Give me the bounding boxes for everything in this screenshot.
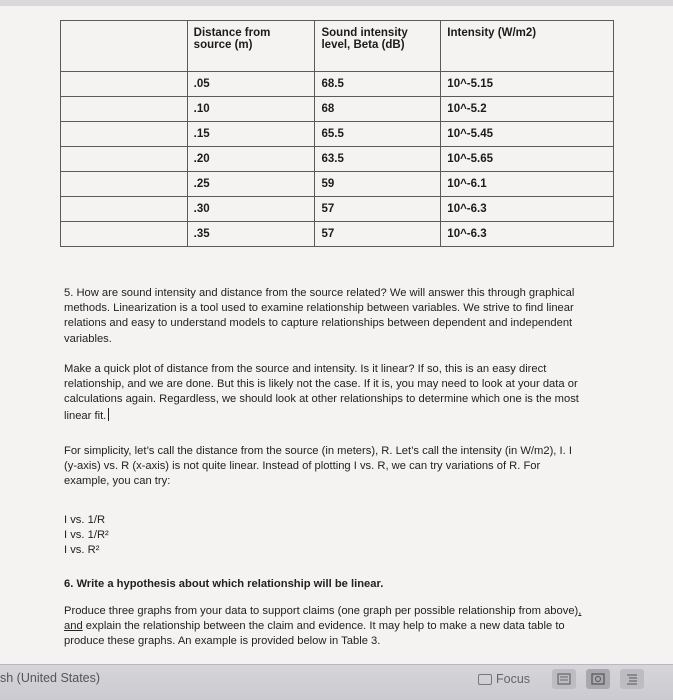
document-page	[0, 6, 673, 664]
table-cell	[61, 72, 188, 97]
paragraph: explain the relationship between the claim and evidence. It may help to make a new data table to produce these graphs. An example is provided below in Table 3.	[64, 620, 565, 648]
outline-icon	[625, 673, 639, 685]
view-controls	[552, 669, 644, 689]
focus-icon	[478, 674, 492, 685]
table-cell: 57	[315, 222, 441, 247]
language-indicator[interactable]: sh (United States)	[0, 671, 101, 685]
table-cell: .30	[187, 197, 315, 222]
focus-button[interactable]	[478, 669, 530, 689]
question-5-variables	[64, 444, 584, 490]
list-item: I vs. R²	[64, 544, 100, 557]
table-row	[61, 147, 614, 172]
table-cell: .05	[187, 72, 315, 97]
paragraph: Produce three graphs from your data to support claims (one graph per possible relationship from above)	[64, 605, 579, 617]
underlined-text: , and	[64, 605, 582, 633]
table-cell: 57	[315, 197, 441, 222]
table-row	[61, 197, 614, 222]
table-header-sound-level: Sound intensity level, Beta (dB)	[315, 21, 441, 72]
question-6-body	[64, 604, 584, 650]
table-cell: 10^-5.2	[441, 97, 614, 122]
table-cell: .25	[187, 172, 315, 197]
table-row	[61, 122, 614, 147]
table-cell: 10^-6.3	[441, 222, 614, 247]
relationship-list	[64, 513, 584, 559]
table-cell: .35	[187, 222, 315, 247]
table-cell: 68.5	[315, 72, 441, 97]
table-cell: 63.5	[315, 147, 441, 172]
table-cell: 10^-5.65	[441, 147, 614, 172]
status-bar	[0, 664, 673, 700]
table-cell: 10^-5.15	[441, 72, 614, 97]
web-layout-view-button[interactable]	[586, 669, 610, 689]
text-cursor	[108, 408, 109, 421]
table-header-cell	[61, 21, 188, 72]
table-cell: .15	[187, 122, 315, 147]
table-cell: .20	[187, 147, 315, 172]
table-cell: 68	[315, 97, 441, 122]
table-row	[61, 72, 614, 97]
question-5-intro	[64, 286, 584, 347]
table-cell: 10^-6.1	[441, 172, 614, 197]
table-cell: 59	[315, 172, 441, 197]
question-5-plot-instructions[interactable]	[64, 362, 584, 424]
table-cell: 10^-5.45	[441, 122, 614, 147]
paragraph: 5. How are sound intensity and distance from the source related? We will answer this through graphical methods. Linearization is a tool used to examine relationship between variables. We strive to find linear relations and easy to understand models to capture relationships between dependent and independent variables.	[64, 287, 575, 345]
data-table	[60, 20, 614, 247]
print-layout-icon	[557, 673, 571, 685]
list-item: I vs. 1/R²	[64, 529, 109, 542]
table-cell: .10	[187, 97, 315, 122]
table-cell	[61, 197, 188, 222]
table-row	[61, 97, 614, 122]
table-row	[61, 172, 614, 197]
table-cell	[61, 147, 188, 172]
focus-label: Focus	[496, 672, 531, 686]
print-layout-view-button[interactable]	[552, 669, 576, 689]
table-cell	[61, 97, 188, 122]
list-item: I vs. 1/R	[64, 514, 106, 526]
table-header-intensity: Intensity (W/m2)	[441, 21, 614, 72]
table-cell	[61, 222, 188, 247]
table-cell	[61, 172, 188, 197]
question-6-title: 6. Write a hypothesis about which relationship will be linear.	[64, 578, 384, 590]
table-row	[61, 222, 614, 247]
outline-view-button[interactable]	[620, 669, 644, 689]
paragraph: For simplicity, let’s call the distance from the source (in meters), R. Let’s call the intensity (in W/m2), I. I (y-axis) vs. R (x-axis) is not quite linear. Instead of plotting I vs. R, we can try variations of R. For example, you can try:	[64, 445, 572, 488]
web-layout-icon	[591, 673, 605, 685]
table-cell: 65.5	[315, 122, 441, 147]
paragraph: Make a quick plot of distance from the source and intensity. Is it linear? If so, this is an easy direct relationship, and we are done. But this is likely not the case. If it is, you may need to look at your data or calculations again. Regardless, we should look at other relationships to determine which one is the most linear fit.	[64, 363, 579, 422]
table-header-row	[61, 21, 614, 72]
table-cell	[61, 122, 188, 147]
table-header-distance: Distance from source (m)	[187, 21, 315, 72]
table-cell: 10^-6.3	[441, 197, 614, 222]
